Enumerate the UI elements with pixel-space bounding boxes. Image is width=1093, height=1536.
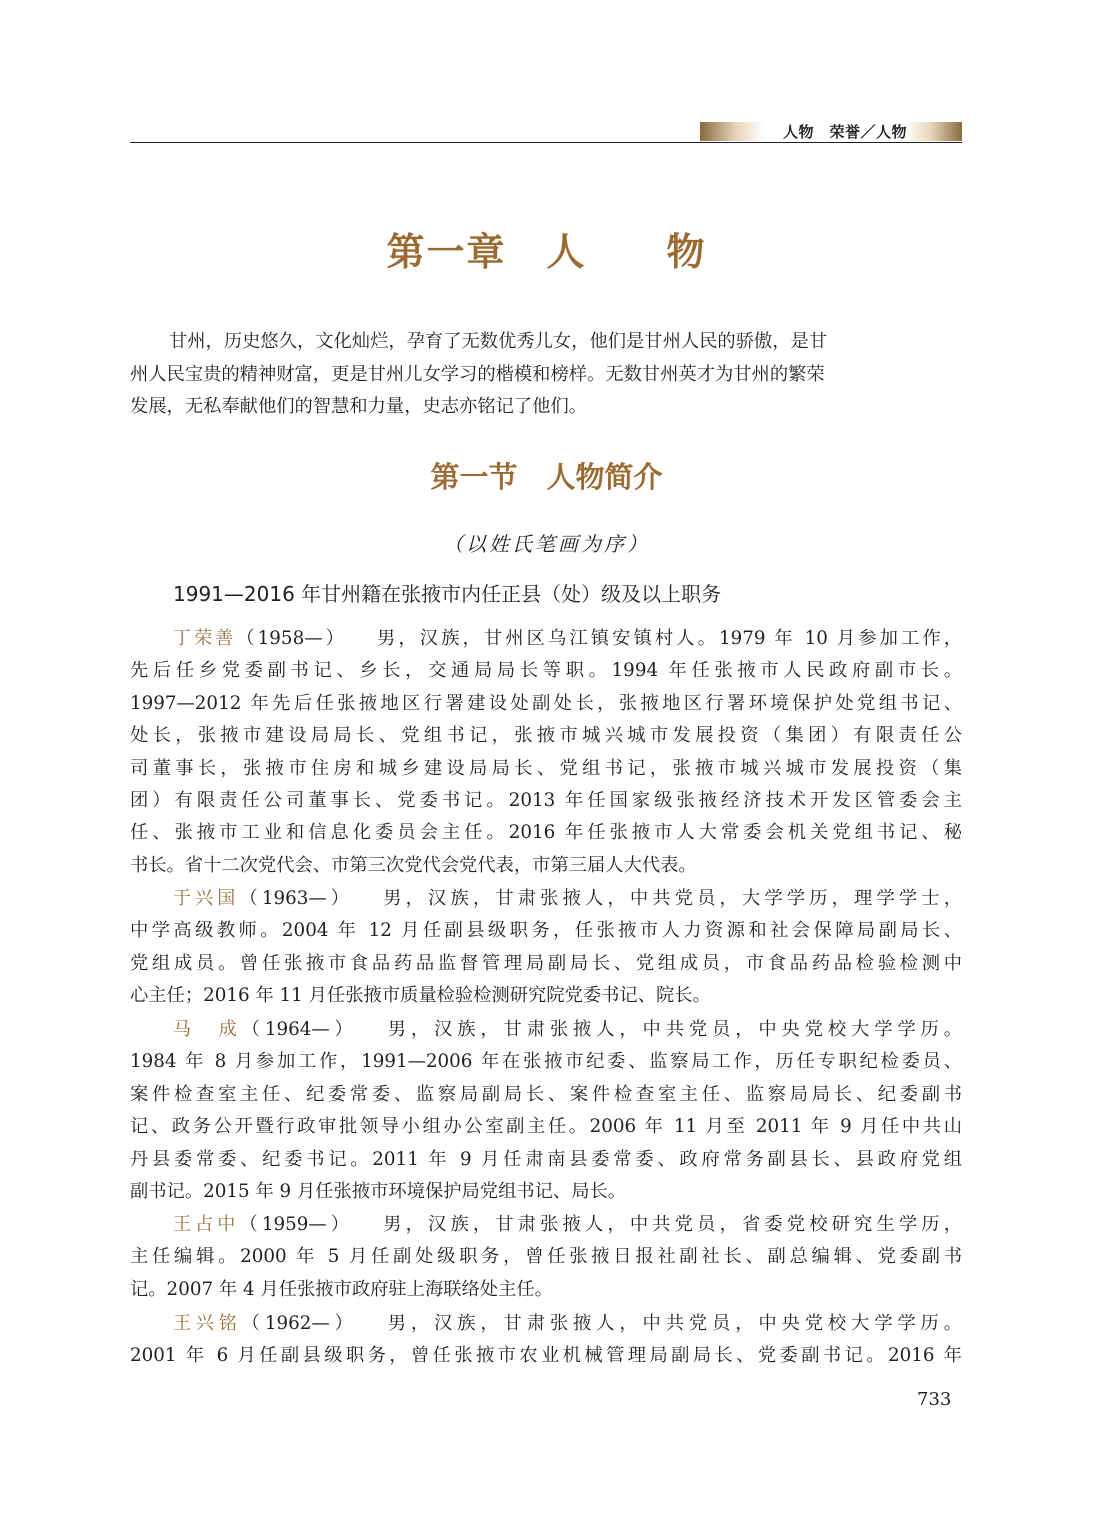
person-years: （1962—）	[241, 1313, 358, 1334]
entry-line: 1997—2012 年先后任张掖地区行署建设处副处长，张掖地区行署环境保护处党组书记、	[130, 692, 962, 714]
entry-first-line	[130, 1014, 962, 1046]
biography-entry	[130, 883, 962, 1013]
biography-entry	[130, 1308, 962, 1373]
entry-line: 丹县委常委、纪委书记。2011 年 9 月任肃南县委常委、政府常务副县长、县政府党组	[130, 1148, 962, 1170]
running-header	[130, 120, 962, 144]
biography-entry	[130, 1014, 962, 1208]
entry-line: 副书记。2015 年 9 月任张掖市环境保护局党组书记、局长。	[130, 1181, 627, 1203]
entry-first-line	[130, 1308, 962, 1340]
entry-line: 党组成员。曾任张掖市食品药品监督管理局副局长、党组成员，市食品药品检验检测中	[130, 952, 962, 974]
intro-line: 发展，无私奉献他们的智慧和力量，史志亦铭记了他们。	[130, 396, 588, 418]
entry-line: 书长。省十二次党代会、市第三次党代会党代表，市第三届人大代表。	[130, 854, 697, 876]
person-name: 王占中	[173, 1214, 240, 1235]
page-number: 733	[917, 1389, 952, 1410]
entry-line: 记、政务公开暨行政审批领导小组办公室副主任。2006 年 11 月至 2011 年 9 月任中共山	[130, 1116, 962, 1138]
intro-line: 州人民宝贵的精神财富，更是甘州儿女学习的楷模和榜样。无数甘州英才为甘州的繁荣	[130, 363, 825, 385]
entry-line: 先后任乡党委副书记、乡长，交通局局长等职。1994 年任张掖市人民政府副市长。	[130, 660, 962, 682]
entry-text: 男，汉族，甘肃张掖人，中共党员，中央党校大学学历。	[387, 1313, 963, 1334]
biography-entry	[130, 623, 962, 882]
entry-text: 男，汉族，甘肃张掖人，中共党员，中央党校大学学历。	[387, 1019, 963, 1040]
running-header-title: 人物 荣誉／人物	[782, 123, 907, 141]
entry-line: 团）有限责任公司董事长、党委书记。2013 年任国家级张掖经济技术开发区管委会主	[130, 790, 962, 812]
entry-line: 中学高级教师。2004 年 12 月任副县级职务，任张掖市人力资源和社会保障局副局长、	[130, 920, 962, 942]
entry-line: 1984 年 8 月参加工作，1991—2006 年在张掖市纪委、监察局工作，历任专职纪检委员、	[130, 1051, 962, 1073]
entry-first-line	[130, 1209, 962, 1241]
person-years: （1959—）	[239, 1214, 354, 1235]
person-years: （1964—）	[241, 1019, 358, 1040]
entry-text: 男，汉族，甘肃张掖人，中共党员，省委党校研究生学历，	[383, 1214, 963, 1235]
order-note: （以姓氏笔画为序）	[443, 532, 650, 556]
intro-paragraph	[130, 326, 962, 424]
entry-line: 2001 年 6 月任副县级职务，曾任张掖市农业机械管理局副局长、党委副书记。2016 年	[130, 1345, 962, 1367]
person-name: 于兴国	[173, 888, 240, 909]
person-years: （1963—）	[239, 888, 354, 909]
person-name: 王兴铭	[173, 1313, 242, 1334]
biography-entry	[130, 1209, 962, 1306]
entry-line: 案件检查室主任、纪委常委、监察局副局长、案件检查室主任、监察局局长、纪委副书	[130, 1083, 962, 1105]
entry-first-line	[130, 623, 962, 655]
entry-line: 心主任；2016 年 11 月任张掖市质量检验检测研究院党委书记、院长。	[130, 985, 711, 1007]
entry-line: 司董事长，张掖市住房和城乡建设局局长、党组书记，张掖市城兴城市发展投资（集	[130, 757, 962, 779]
entry-line: 处长，张掖市建设局局长、党组书记，张掖市城兴城市发展投资（集团）有限责任公	[130, 725, 962, 747]
entry-text: 男，汉族，甘州区乌江镇安镇村人。1979 年 10 月参加工作，	[376, 628, 962, 649]
entry-line: 记。2007 年 4 月任张掖市政府驻上海联络处主任。	[130, 1278, 553, 1300]
section-title: 第一节 人物简介	[430, 460, 663, 494]
header-rule	[130, 142, 962, 143]
subheading: 1991—2016 年甘州籍在张掖市内任正县（处）级及以上职务	[173, 582, 722, 606]
entry-line: 主任编辑。2000 年 5 月任副处级职务，曾任张掖日报社副社长、副总编辑、党委副书	[130, 1246, 962, 1268]
chapter-title: 第一章 人 物	[386, 229, 707, 274]
entry-first-line	[130, 883, 962, 915]
entry-text: 男，汉族，甘肃张掖人，中共党员，大学学历，理学学士，	[383, 888, 963, 909]
intro-line: 甘州，历史悠久，文化灿烂，孕育了无数优秀儿女，他们是甘州人民的骄傲，是甘	[169, 331, 828, 352]
entry-line: 任、张掖市工业和信息化委员会主任。2016 年任张掖市人大常委会机关党组书记、秘	[130, 822, 962, 844]
person-name: 丁荣善	[173, 628, 237, 649]
person-years: （1958—）	[236, 628, 347, 649]
person-name: 马 成	[173, 1019, 242, 1040]
